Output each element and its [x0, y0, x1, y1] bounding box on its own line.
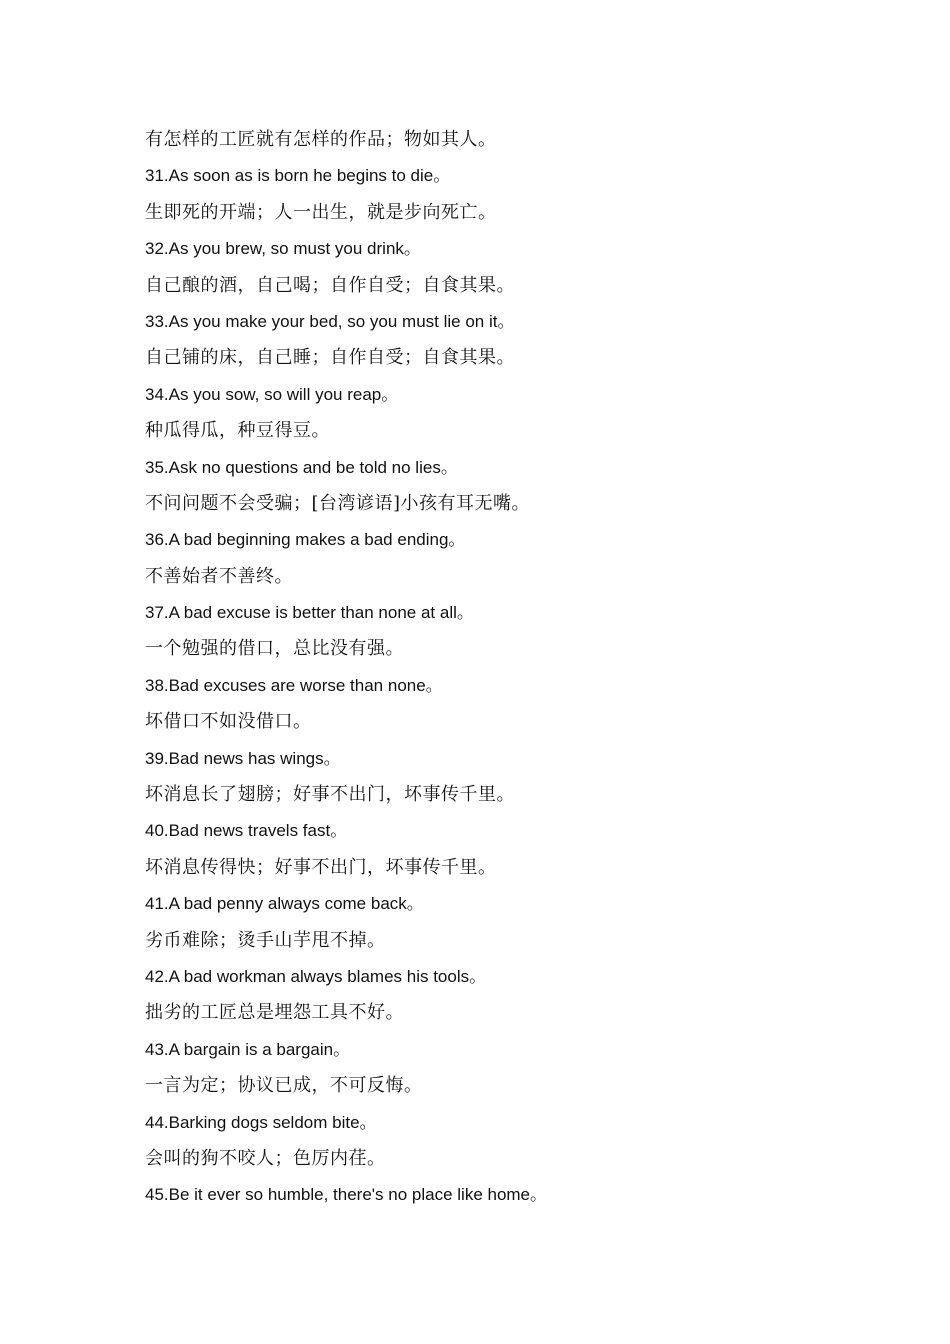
proverb-english: 37.A bad excuse is better than none at all。 [145, 603, 474, 623]
proverb-list [145, 122, 845, 1214]
proverb-english: 42.A bad workman always blames his tools。 [145, 966, 487, 986]
proverb-english: 34.As you sow, so will you reap。 [145, 384, 399, 404]
proverb-english: 43.A bargain is a bargain。 [145, 1039, 351, 1059]
proverb-translation: 不善始者不善终。 [145, 565, 293, 587]
proverb-translation: 不问问题不会受骗；[台湾谚语]小孩有耳无嘴。 [145, 492, 531, 514]
proverb-english: 41.A bad penny always come back。 [145, 894, 424, 914]
proverb-translation: 种瓜得瓜，种豆得豆。 [145, 420, 330, 442]
proverb-translation: 坏消息长了翅膀；好事不出门，坏事传千里。 [145, 784, 515, 806]
proverb-translation: 坏消息传得快；好事不出门，坏事传千里。 [145, 856, 497, 878]
proverb-english: 40.Bad news travels fast。 [145, 821, 348, 841]
proverb-translation: 生即死的开端；人一出生，就是步向死亡。 [145, 201, 497, 223]
proverb-english: 32.As you brew, so must you drink。 [145, 239, 421, 259]
proverb-english: 44.Barking dogs seldom bite。 [145, 1112, 377, 1132]
proverb-english: 31.As soon as is born he begins to die。 [145, 166, 451, 186]
proverb-english: 39.Bad news has wings。 [145, 748, 341, 768]
proverb-english: 45.Be it ever so humble, there's no place like home。 [145, 1185, 548, 1205]
proverb-translation: 拙劣的工匠总是埋怨工具不好。 [145, 1002, 404, 1024]
proverb-translation: 坏借口不如没借口。 [145, 711, 312, 733]
proverb-translation: 劣币难除；烫手山芋甩不掉。 [145, 929, 386, 951]
proverb-english: 38.Bad excuses are worse than none。 [145, 675, 443, 695]
proverb-translation: 一个勉强的借口，总比没有强。 [145, 638, 404, 660]
proverb-english: 35.Ask no questions and be told no lies。 [145, 457, 458, 477]
proverb-translation: 会叫的狗不咬人；色厉内荏。 [145, 1147, 386, 1169]
proverb-translation: 有怎样的工匠就有怎样的作品；物如其人。 [145, 129, 497, 150]
proverb-translation: 自己酿的酒，自己喝；自作自受；自食其果。 [145, 274, 515, 296]
proverb-english: 33.As you make your bed, so you must lie on it。 [145, 311, 515, 331]
proverb-translation: 自己铺的床，自己睡；自作自受；自食其果。 [145, 347, 515, 369]
proverb-english: 36.A bad beginning makes a bad ending。 [145, 530, 466, 550]
proverb-translation: 一言为定；协议已成，不可反悔。 [145, 1075, 423, 1097]
